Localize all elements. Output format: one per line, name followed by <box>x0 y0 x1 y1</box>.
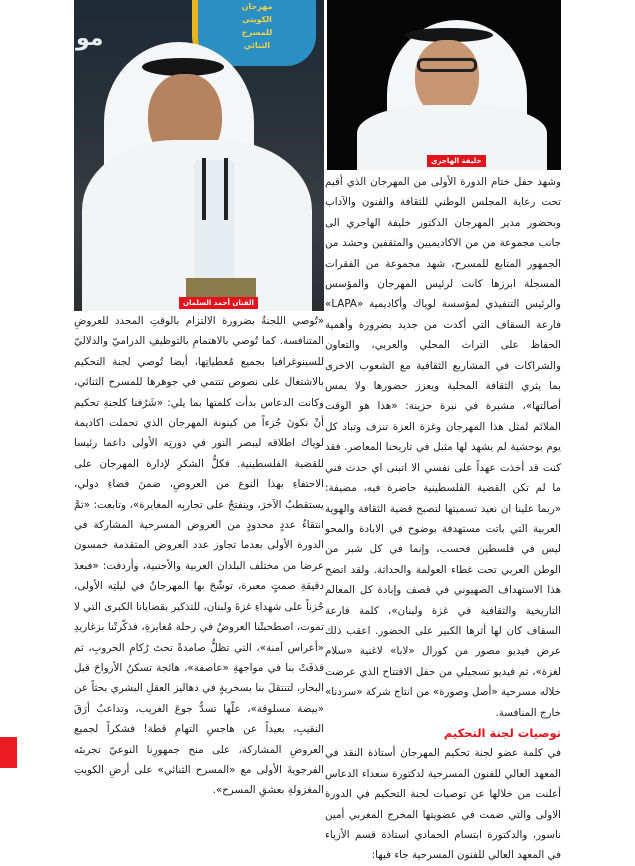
article-column-left <box>74 311 324 801</box>
glasses <box>417 58 477 72</box>
photo-khalifa-alhajri <box>327 0 561 170</box>
photo-caption: الفنان أحمد السلمان <box>179 297 258 309</box>
festival-logo-line: مهرجان <box>241 2 273 11</box>
trophy-figurine <box>202 158 228 220</box>
backdrop-logo-text: مو <box>76 26 104 51</box>
photo-ahmed-alsalman <box>74 0 324 311</box>
article-column-right <box>325 172 561 866</box>
photo-caption: خليفة الهاجري <box>427 155 486 167</box>
article-paragraph: وشهد حفل ختام الدورة الأولى من المهرجان الذي أقيم تحت رعاية المجلس الوطني للثقافة والفنون والآداب وبحضور مدير المهرجان الدكتور خليفة الهاجري الى جانب مجموعة من من الاكاديميين والمثقفين وحشد من الجمهور المتابع للمسرح، شهد مجموعة من الفقرات المسجلة ابرزها كانت لرئيس المهرجان والمؤسس والرئيس التنفيذي لمؤسسة لوياك وأكاديمية «LAPA» فارعة السقاف التي أكدت من جديد بضرورة وأهمية الحفاظ على التراث المحلي والعربي، والتعاون والشراكات في المشاريع الثقافية مع الشعوب الاخرى بما يثري الثقافة المحلية ويعزز حضورها ولا يمس أصالتها»، مشيرة في نبرة حزينة: «هذا هو الوقت الملائم لمثل هذا المهرجان وغزة العزة تنزف وتباد كل يوم بوحشية لم يشهد لها مثيل في تاريخنا المعاصر. فقد كنت قد أخذت عهداً على نفسي الا اتبنى اي حدث فني ما لم تكن القضية الفلسطينية حاضرة فيه، مضيفة: «ربما علينا ان نعيد تسميتها لتصبح قضية الثقافة والهوية العربية التي باتت مستهدفة بوضوح في الابادة والمحو ليس في فلسطين فحسب، وإنما في كل شبر من الوطن العربي تحت غطاء العولمة والحداثة. ولقد اتضح هذا الاستهداف الصهيوني في قصف وإبادة كل المعالم التاريخية والثقافية في غزة ولبنان»، كلمة فارعة السقاف كان لها أثرها الكبير على الحضور. اعقب ذلك عرض فيديو مصور من كورال «لابا» لاغنية «سلام لغزة»، ثم فيديو تسجيلي من حفل الافتتاح الذي عرضت خلاله مسرحية «أصل وصورة» من انتاج شركة «سردنا» خارج المنافسة. <box>325 176 561 719</box>
article-paragraph: في كلمة عضو لجنة تحكيم المهرجان أستاذة النقد في المعهد العالي للفنون المسرحية لدكتورة سعداء الدعاس أعلنت من خلالها عن توصيات لجنة التحكيم في الدورة الاولى والتي ضمت في عضويتها المخرج المغربي أمين ناسور، والدكتورة ابتسام الحمادي استاذة قسم الأزياء في المعهد العالي للفنون المسرحية جاء فيها: <box>325 747 561 862</box>
festival-logo-line: الكويتي <box>242 15 272 24</box>
article-paragraph: «تُوصي اللجنةُ بضرورة الالتزام بالوقتِ المحدد للعروضِ المتنافسة. كما تُوصي بالاهتمامِ بالتوظيفِ الدراميّ والدلاليّ للسينوغرافيا بجميع مُعطياتِها، أيضا تُوصي لجنة التحكيم بالاشتغال على نصوص تنتمي في جوهرها للمسرح الثنائي، وكانت الدعاس بدأت كلمتها بما يلي: «شَرُفنا كلجنةِ تحكيم أنْ نكونَ جُزءاً من كينونة المهرجان الذي تحملت اكاديمة لوياك اطلاقه ليبصر النور في دورتِه الأولى داعما رئيسا للقضية الفلسطينية. فكلُّ الشكرِ لإدارة المهرجان على الاحتفاءِ بهذا النوع من العروضِ، ضمنَ فضاءِ دولي، يستقطبُ الآخرَ، وينفتحُ على تجاربِه المغايرة»، وتابعت: «تمَّ انتقاءُ عددٍ محدودٍ من العروض المسرحية المشاركة في الدورة الأولى بعدما تجاوز عدد العروض المتقدمة خمسون عرضا من مختلف البلدان العربية والأجنبية، وأردفت: «فبعدَ دقيقةِ صمتٍ معبرة، توشّحَ بها المهرجانُ في ليلتِه الأولى، حُزناً على شهداءِ غزةَ ولبنان، للتذكير بقضايانا الكبرى التي لا تموت، اصطحبتْنا العروضُ في رحلة مُغايرةِ، فذكّرتْنا بزغاريدِ «أعراس آمنة»، التي تظلُّ صامدةً تحتَ رُكامِ الحروبِ، ثم قذفَتْ بنا في مواجهةِ «عاصفة»، هائجة تسكنُ الأرواحَ قبل البحار، لتنتقلَ بنا بسخريةٍ في دهاليز العقلِ البشري بحثاً عن «بيضة مسلوقة»، علّها تسدُّ جوعَ الغريب، وتداعبُ أرَقَ النقيبِ، بعيداً عن هاجسِ التهامِ قطة! فشكراً لجميع العروضِ المشاركة، على منح جمهورِنا النوعيّ تجربتَه الفرجويةَ الأولى مع «المسرح الثنائي» على أرضِ الكويتِ المغزولةِ بعشقِ المسرح». <box>74 315 324 797</box>
festival-logo-line: للمسرح <box>241 28 273 37</box>
festival-logo-line: الثنائي <box>243 41 271 50</box>
page-edge-tab <box>0 737 17 768</box>
section-heading-jury-recommendations: توصيات لجنة التحكيم <box>443 725 561 740</box>
